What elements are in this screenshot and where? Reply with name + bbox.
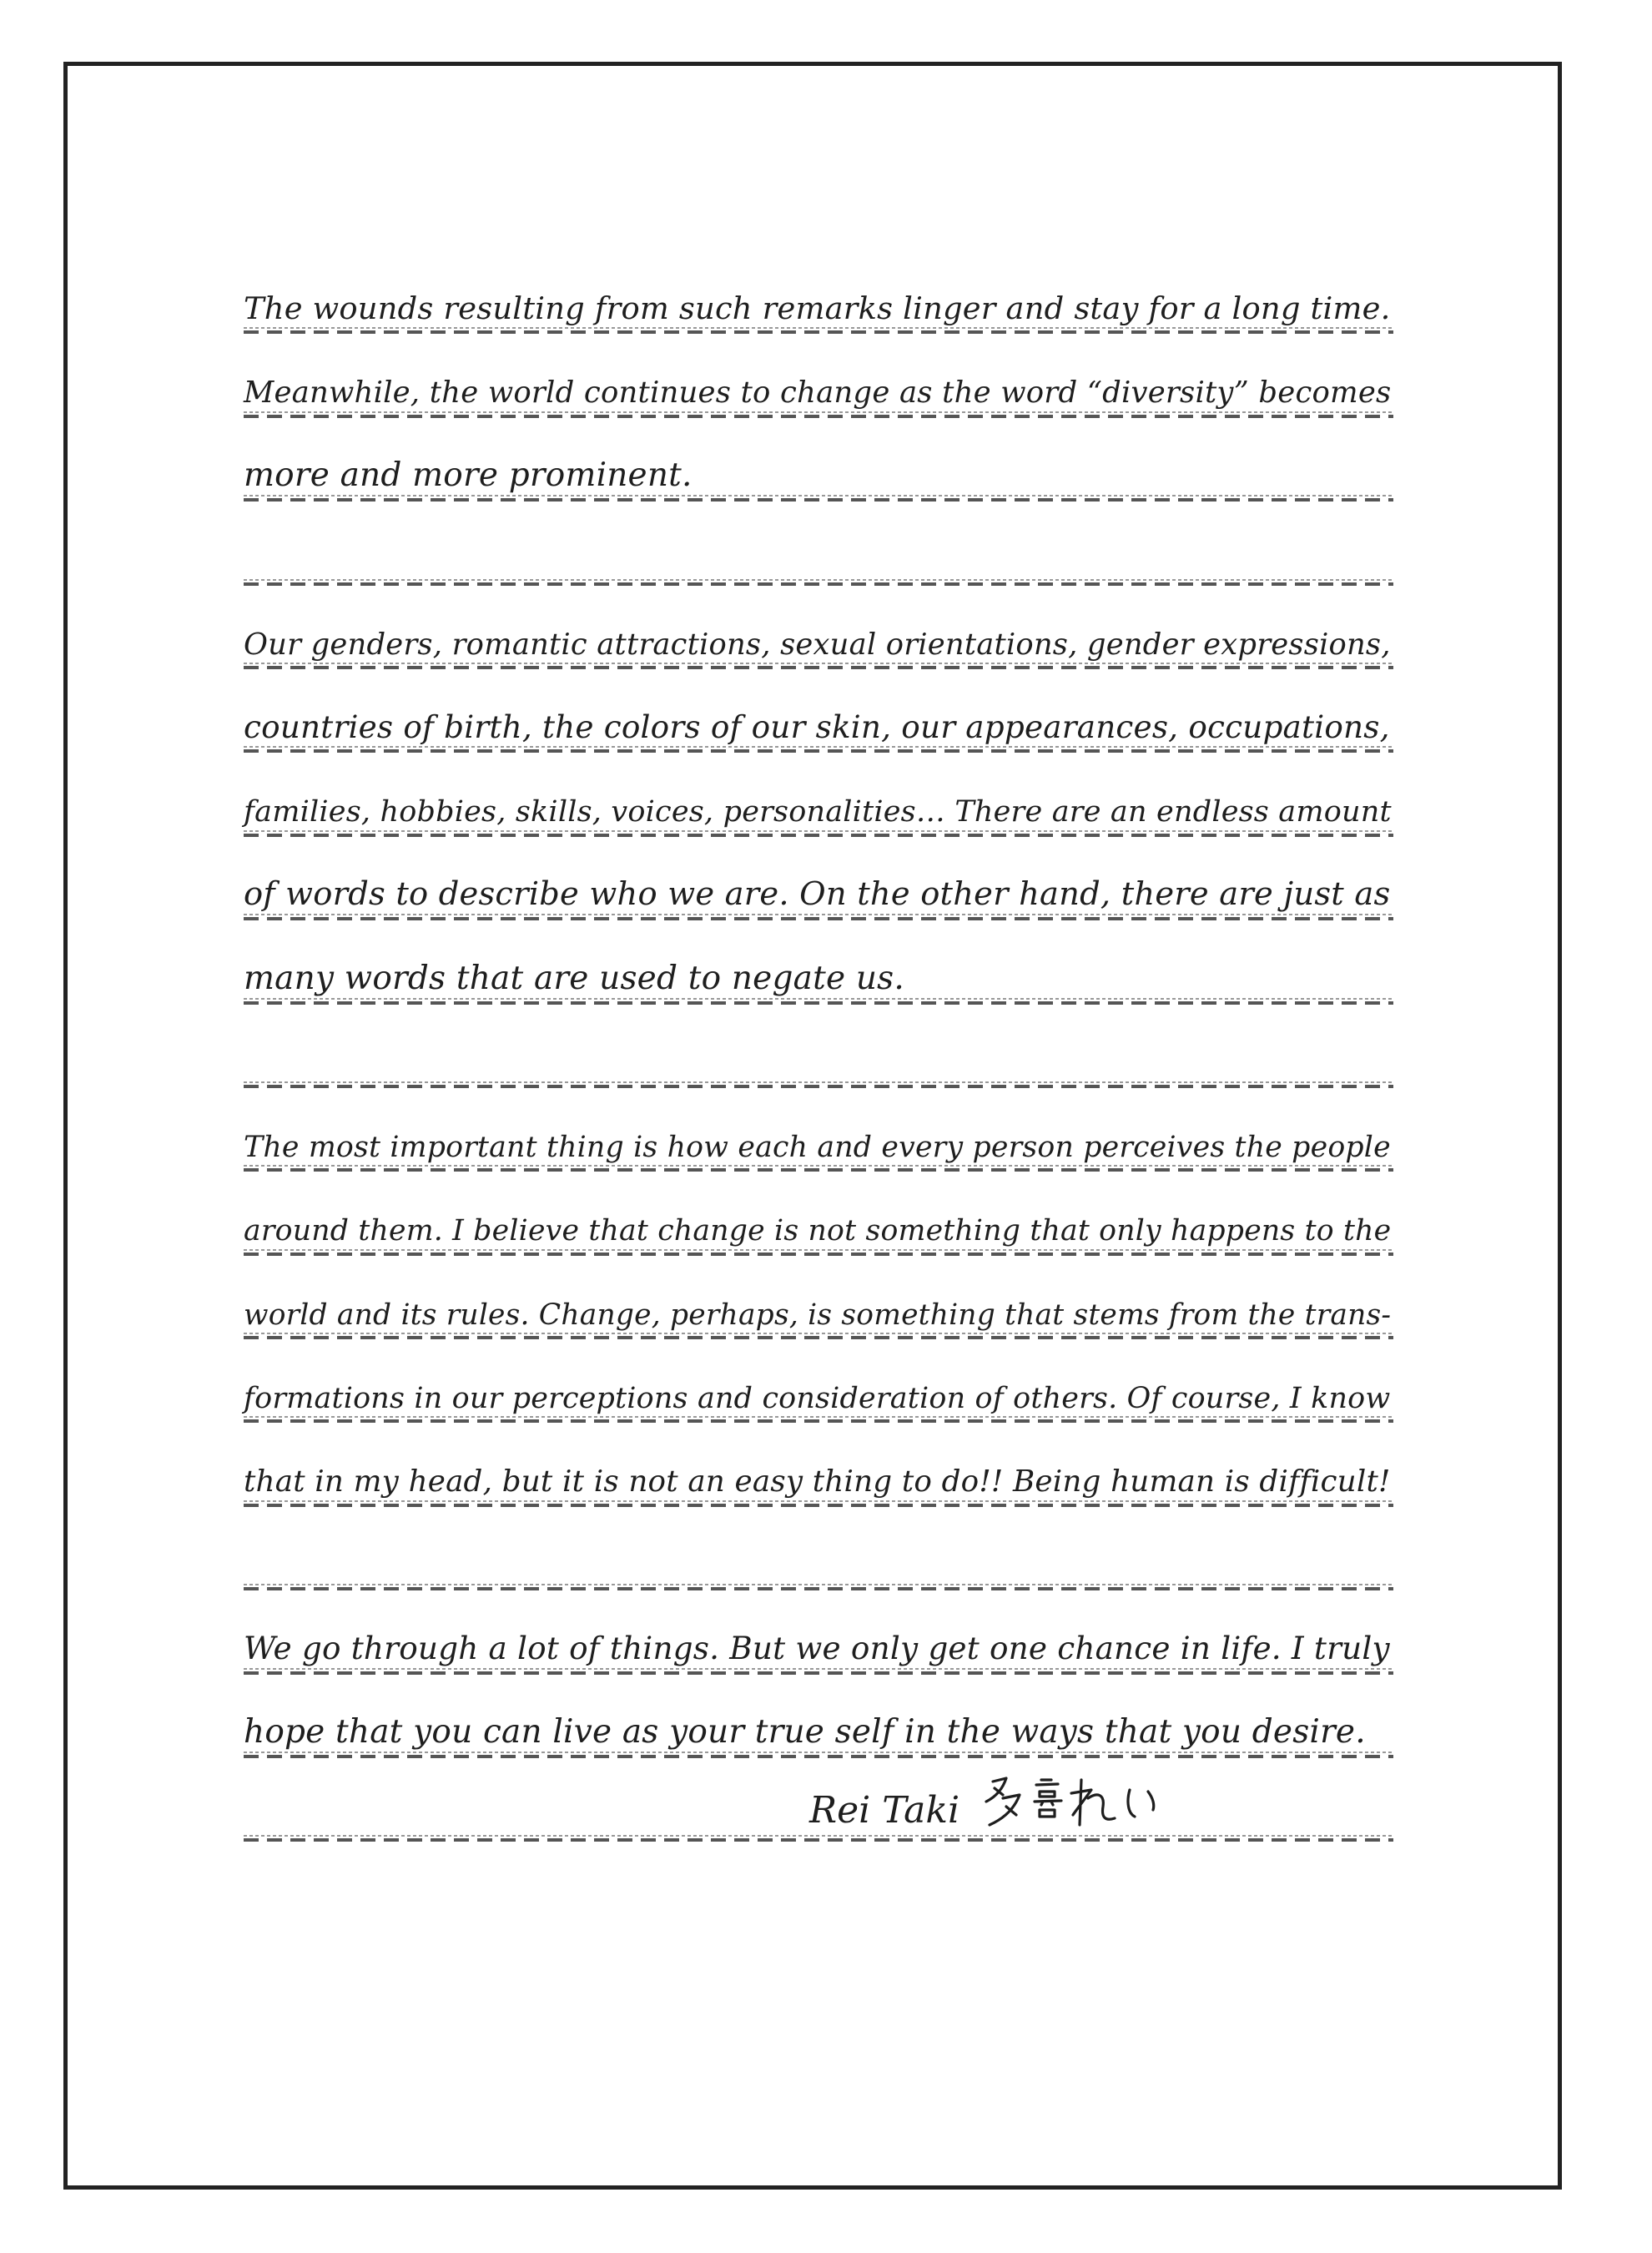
line-text: Our genders, romantic attractions, sexual orientations, gender expressions, [244, 627, 1391, 662]
text-line [244, 418, 1393, 502]
line-text: many words that are used to negate us. [244, 959, 904, 997]
line-text: formations in our perceptions and consideration of others. Of course, I know [244, 1381, 1391, 1415]
text-line [244, 753, 1393, 836]
text-line [244, 1590, 1393, 1674]
text-line [244, 1339, 1393, 1423]
blank-line [244, 1507, 1393, 1590]
line-text: families, hobbies, skills, voices, personalities… There are an endless amount [244, 794, 1392, 829]
text-line [244, 1088, 1393, 1172]
line-text: Meanwhile, the world continues to change as the word “diversity” becomes [244, 376, 1392, 411]
line-text: We go through a lot of things. But we only get one chance in life. I truly [244, 1630, 1390, 1667]
text-line [244, 837, 1393, 920]
signature-line [244, 1758, 1393, 1842]
line-text: The wounds resulting from such remarks linger and stay for a long time. [244, 290, 1391, 326]
line-text: more and more prominent. [244, 456, 693, 495]
handwritten-signature [981, 1773, 1206, 1832]
letter-body [244, 250, 1393, 1842]
text-line [244, 1675, 1393, 1758]
text-line [244, 250, 1393, 334]
line-text: that in my head, but it is not an easy thing to do!! Being human is difficult! [244, 1464, 1391, 1499]
text-line [244, 920, 1393, 1004]
line-text: world and its rules. Change, perhaps, is something that stems from the trans- [244, 1298, 1392, 1332]
text-line [244, 586, 1393, 669]
line-text: The most important thing is how each and every person perceives the people [244, 1130, 1391, 1164]
line-text: hope that you can live as your true self in the ways that you desire. [244, 1713, 1366, 1751]
text-line [244, 1172, 1393, 1255]
line-text: countries of birth, the colors of our skin, our appearances, occupations, [244, 708, 1390, 745]
blank-line [244, 502, 1393, 585]
text-line [244, 1256, 1393, 1339]
blank-line [244, 1005, 1393, 1088]
text-line [244, 1423, 1393, 1506]
text-line [244, 334, 1393, 417]
signature-name: Rei Taki [809, 1789, 960, 1832]
signature [809, 1773, 1206, 1832]
line-text: of words to describe who we are. On the other hand, there are just as [244, 874, 1391, 913]
line-text: around them. I believe that change is not something that only happens to the [244, 1214, 1392, 1248]
text-line [244, 669, 1393, 753]
